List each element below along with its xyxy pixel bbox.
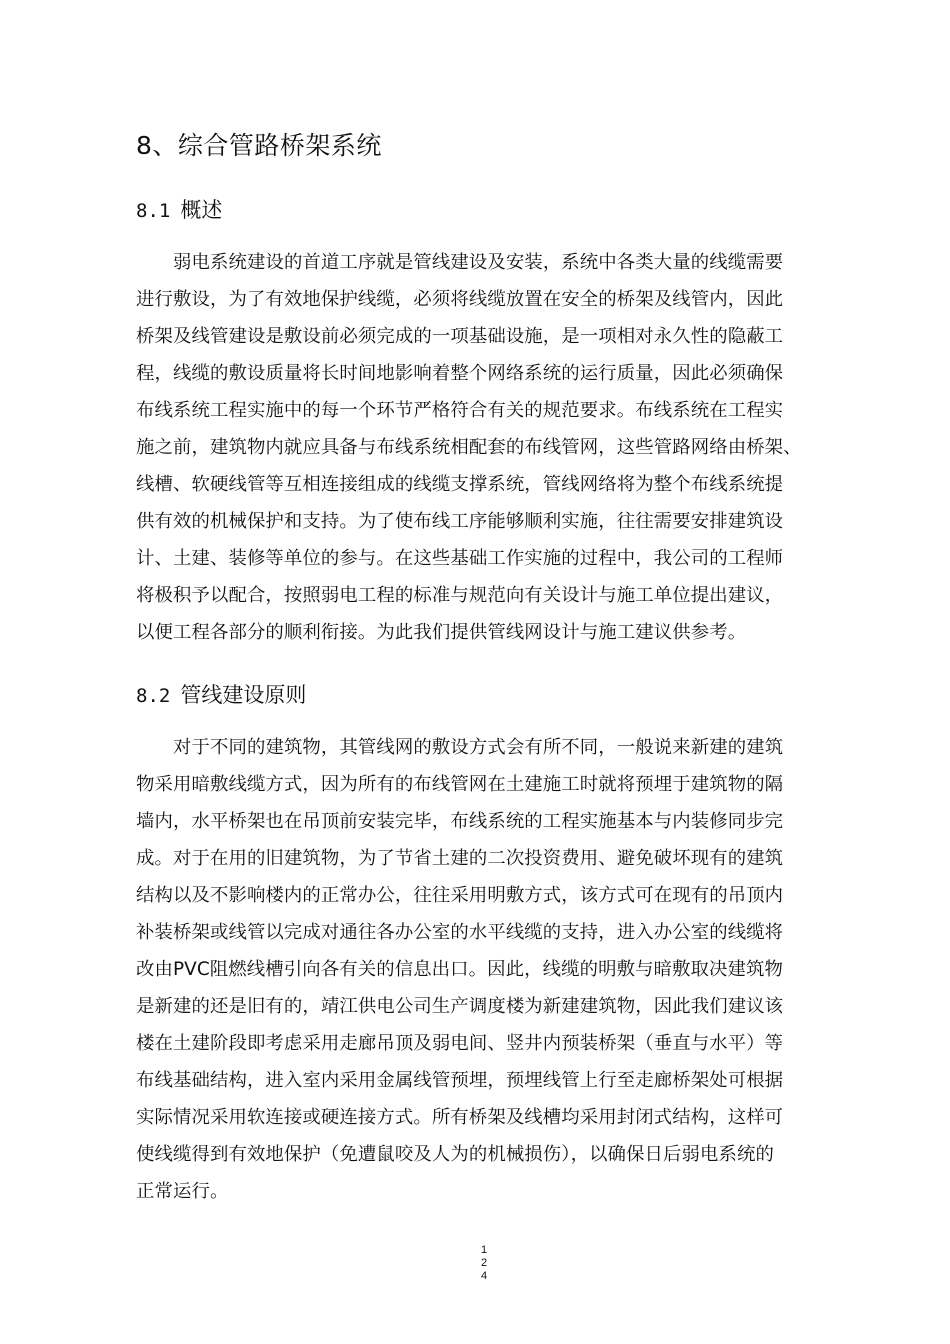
page-number-digit: 4 [480, 1270, 488, 1282]
paragraph-line: 供有效的机械保护和支持。为了使布线工序能够顺利实施，往往需要安排建筑设 [136, 511, 784, 532]
paragraph-line: 改由PVC阻燃线槽引向各有关的信息出口。因此，线缆的明敷与暗敷取决建筑物 [136, 959, 784, 980]
section-number: 8.1 [136, 200, 171, 222]
paragraph-line: 施之前，建筑物内就应具备与布线系统相配套的布线管网，这些管路网络由桥架、 [136, 437, 802, 458]
page-number-digit: 1 [480, 1244, 488, 1256]
paragraph-line: 物采用暗敷线缆方式，因为所有的布线管网在土建施工时就将预埋于建筑物的隔 [136, 774, 784, 795]
paragraph-line: 弱电系统建设的首道工序就是管线建设及安装，系统中各类大量的线缆需要 [173, 252, 784, 273]
page-number-digit: 2 [480, 1257, 488, 1269]
paragraph-line: 布线基础结构，进入室内采用金属线管预埋，预埋线管上行至走廊桥架处可根据 [136, 1070, 784, 1091]
paragraph-line: 实际情况采用软连接或硬连接方式。所有桥架及线槽均采用封闭式结构，这样可 [136, 1107, 784, 1128]
section-number: 8.2 [136, 685, 171, 707]
section-heading-8-2 [136, 679, 306, 712]
paragraph-line: 线槽、软硬线管等互相连接组成的线缆支撑系统，管线网络将为整个布线系统提 [136, 474, 784, 495]
paragraph-line: 计、土建、装修等单位的参与。在这些基础工作实施的过程中，我公司的工程师 [136, 548, 784, 569]
paragraph-line: 楼在土建阶段即考虑采用走廊吊顶及弱电间、竖井内预装桥架（垂直与水平）等 [136, 1033, 784, 1054]
paragraph-line: 将极积予以配合，按照弱电工程的标准与规范向有关设计与施工单位提出建议， [136, 585, 784, 606]
section-8-1-paragraph [136, 244, 836, 651]
paragraph-line: 桥架及线管建设是敷设前必须完成的一项基础设施，是一项相对永久性的隐蔽工 [136, 326, 784, 347]
paragraph-line: 以便工程各部分的顺利衔接。为此我们提供管线网设计与施工建议供参考。 [136, 622, 747, 643]
paragraph-line: 结构以及不影响楼内的正常办公，往往采用明敷方式，该方式可在现有的吊顶内 [136, 885, 784, 906]
chapter-title: 8、综合管路桥架系统 [136, 131, 382, 160]
paragraph-line: 布线系统工程实施中的每一个环节严格符合有关的规范要求。布线系统在工程实 [136, 400, 784, 421]
section-8-2-paragraph [136, 729, 836, 1210]
paragraph-line: 补装桥架或线管以完成对通往各办公室的水平线缆的支持，进入办公室的线缆将 [136, 922, 784, 943]
paragraph-line: 是新建的还是旧有的，靖江供电公司生产调度楼为新建建筑物，因此我们建议该 [136, 996, 784, 1017]
page-number [478, 1244, 490, 1283]
paragraph-line: 使线缆得到有效地保护（免遭鼠咬及人为的机械损伤），以确保日后弱电系统的 [136, 1144, 774, 1165]
section-heading-8-1 [136, 194, 222, 227]
paragraph-line: 对于不同的建筑物，其管线网的敷设方式会有所不同，一般说来新建的建筑 [173, 737, 784, 758]
paragraph-line: 正常运行。 [136, 1181, 229, 1202]
section-title-text: 管线建设原则 [180, 683, 307, 707]
section-title-text: 概述 [180, 198, 223, 222]
paragraph-line: 程，线缆的敷设质量将长时间地影响着整个网络系统的运行质量，因此必须确保 [136, 363, 784, 384]
paragraph-line: 进行敷设，为了有效地保护线缆，必须将线缆放置在安全的桥架及线管内，因此 [136, 289, 784, 310]
paragraph-line: 成。对于在用的旧建筑物，为了节省土建的二次投资费用、避免破坏现有的建筑 [136, 848, 784, 869]
paragraph-line: 墙内，水平桥架也在吊顶前安装完毕，布线系统的工程实施基本与内装修同步完 [136, 811, 784, 832]
